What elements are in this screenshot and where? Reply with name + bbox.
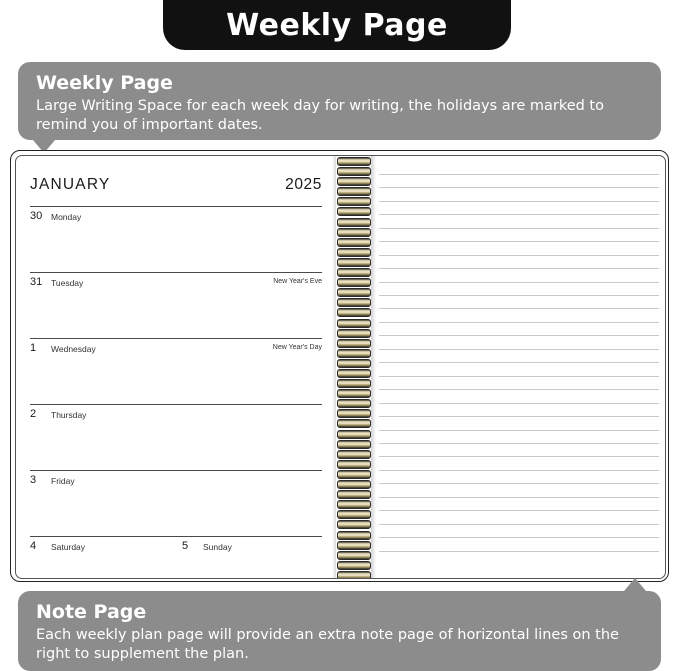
day-number: 3 — [30, 474, 37, 486]
spiral-coil — [337, 561, 371, 570]
spiral-coil — [337, 430, 371, 439]
spiral-coil — [337, 349, 371, 358]
note-line — [379, 430, 659, 431]
month-label: JANUARY — [30, 176, 111, 193]
spiral-coil — [337, 470, 371, 479]
planner-inner-frame — [15, 155, 666, 579]
note-line — [379, 228, 659, 229]
spiral-coil — [337, 399, 371, 408]
spiral-coil — [337, 258, 371, 267]
note-line — [379, 470, 659, 471]
spiral-coil — [337, 389, 371, 398]
spiral-coil — [337, 571, 371, 579]
spiral-coil — [337, 187, 371, 196]
spiral-coil — [337, 339, 371, 348]
note-line — [379, 537, 659, 538]
spiral-coil — [337, 500, 371, 509]
spiral-coil — [337, 228, 371, 237]
spiral-coil — [337, 238, 371, 247]
note-page — [371, 156, 666, 578]
spiral-coil — [337, 541, 371, 550]
note-line — [379, 295, 659, 296]
spiral-coil — [337, 197, 371, 206]
spiral-coil — [337, 440, 371, 449]
note-line — [379, 201, 659, 202]
note-line — [379, 403, 659, 404]
note-line — [379, 483, 659, 484]
callout-note-page-body: Each weekly plan page will provide an extra note page of horizontal lines on the right to supplement the plan. — [36, 627, 619, 663]
spiral-coil — [337, 268, 371, 277]
note-line — [379, 376, 659, 377]
note-line — [379, 456, 659, 457]
note-line — [379, 308, 659, 309]
day-row-thursday[interactable] — [30, 404, 322, 470]
spiral-coil — [337, 419, 371, 428]
spiral-coil — [337, 520, 371, 529]
callout-weekly-page-heading: Weekly Page — [36, 72, 173, 94]
spiral-coil — [337, 207, 371, 216]
spiral-coil — [337, 369, 371, 378]
callout-weekly-page-body: Large Writing Space for each week day for writing, the holidays are marked to remind you of important dates. — [36, 98, 604, 134]
day-row-monday[interactable] — [30, 206, 322, 272]
spiral-coil — [337, 218, 371, 227]
spiral-coil — [337, 379, 371, 388]
note-line — [379, 214, 659, 215]
day-number: 2 — [30, 408, 37, 420]
note-line — [379, 322, 659, 323]
note-line — [379, 524, 659, 525]
callout-note-page-tail — [624, 578, 646, 591]
day-row-friday[interactable] — [30, 470, 322, 536]
day-of-week: Tuesday — [51, 278, 84, 288]
day-number-saturday: 4 — [30, 540, 37, 552]
planner-spread — [10, 150, 669, 582]
holiday-label: New Year's Day — [272, 344, 322, 351]
day-row-weekend[interactable] — [30, 536, 322, 579]
day-row-wednesday[interactable] — [30, 338, 322, 404]
spiral-coil — [337, 298, 371, 307]
note-line — [379, 416, 659, 417]
page-title-banner — [163, 0, 511, 50]
note-line — [379, 349, 659, 350]
note-page-lines[interactable] — [379, 174, 659, 564]
day-of-week-saturday: Saturday — [51, 542, 86, 552]
spiral-coil — [337, 531, 371, 540]
note-line — [379, 497, 659, 498]
note-line — [379, 510, 659, 511]
note-line — [379, 282, 659, 283]
day-of-week: Friday — [51, 476, 75, 486]
weekly-page — [16, 156, 334, 578]
month-year-header — [30, 176, 322, 194]
spiral-coil — [337, 288, 371, 297]
note-line — [379, 174, 659, 175]
day-row-tuesday[interactable] — [30, 272, 322, 338]
spiral-coil — [337, 409, 371, 418]
day-of-week: Monday — [51, 212, 82, 222]
page-title: Weekly Page — [226, 7, 448, 43]
day-of-week-sunday: Sunday — [203, 542, 232, 552]
spiral-coil — [337, 167, 371, 176]
spiral-coil — [337, 460, 371, 469]
callout-note-page-heading: Note Page — [36, 601, 147, 623]
note-line — [379, 187, 659, 188]
spiral-binding — [336, 156, 372, 579]
day-number: 1 — [30, 342, 37, 354]
year-label: 2025 — [285, 176, 322, 193]
spiral-coil — [337, 510, 371, 519]
day-number-sunday: 5 — [182, 540, 189, 552]
spiral-coil — [337, 450, 371, 459]
spiral-coil — [337, 551, 371, 560]
holiday-label: New Year's Eve — [273, 278, 322, 285]
day-number: 31 — [30, 276, 43, 288]
spiral-coil — [337, 359, 371, 368]
spiral-coil — [337, 308, 371, 317]
callout-note-page — [18, 591, 661, 671]
day-of-week: Wednesday — [51, 344, 96, 354]
spiral-coil — [337, 177, 371, 186]
spiral-coil — [337, 490, 371, 499]
day-number: 30 — [30, 210, 43, 222]
spiral-coil — [337, 319, 371, 328]
note-line — [379, 268, 659, 269]
note-line — [379, 241, 659, 242]
day-of-week: Thursday — [51, 410, 87, 420]
spiral-coil — [337, 157, 371, 166]
note-line — [379, 551, 659, 552]
note-line — [379, 362, 659, 363]
spiral-coil — [337, 480, 371, 489]
spiral-coil — [337, 248, 371, 257]
note-line — [379, 335, 659, 336]
note-line — [379, 255, 659, 256]
callout-weekly-page — [18, 62, 661, 140]
note-line — [379, 389, 659, 390]
note-line — [379, 443, 659, 444]
spiral-coil — [337, 278, 371, 287]
spiral-coil — [337, 329, 371, 338]
